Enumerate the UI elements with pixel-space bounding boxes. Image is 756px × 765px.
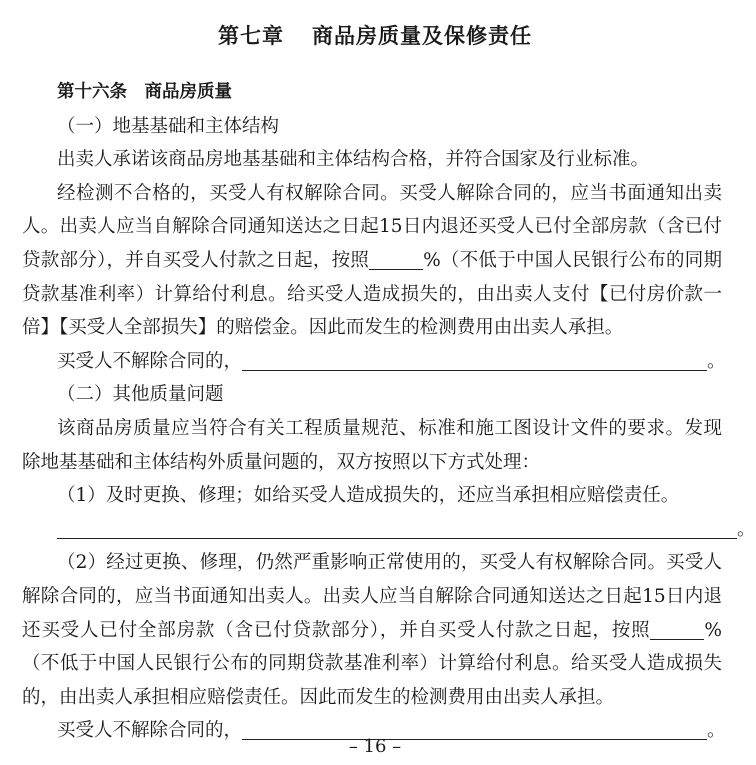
text-segment: 除地基基础和主体结构外质量问题的，双方按照以下方式处理： [22,451,541,473]
text-line [22,546,722,580]
text-segment: 还买受人已付全部房款（含已付贷款部分），并自买受人付款之日起，按照 [22,619,651,641]
text-line [22,378,722,412]
chapter-name: 商品房质量及保修责任 [312,24,532,48]
text-line [22,278,722,312]
text-line [22,614,722,648]
text-line [22,76,722,110]
text-segment: 第十六条 商品房质量 [57,82,232,102]
text-line [22,513,756,547]
text-segment: 贷款部分），并自买受人付款之日起，按照 [22,249,370,271]
fill-in-blank[interactable] [650,619,704,640]
text-segment: 买受人不解除合同的， [57,720,243,742]
fill-in-blank[interactable] [242,350,707,371]
text-line [22,647,722,681]
text-segment: （2）经过更换、修理，仍然严重影响正常使用的，买受人有权解除合同。买受人 [57,552,722,574]
text-segment: 该商品房质量应当符合有关工程质量规范、标准和施工图设计文件的要求。发现 [57,417,722,439]
text-segment: 。 [707,720,726,742]
text-line [22,143,722,177]
text-segment: 解除合同的，应当书面通知出卖人。出卖人应当自解除合同通知送达之日起15日内退 [22,585,722,607]
text-segment: % [704,619,722,641]
text-segment: 。 [737,518,756,540]
fill-in-blank[interactable] [57,518,737,539]
text-line [22,681,722,715]
text-line [22,412,722,446]
fill-in-blank[interactable] [369,249,423,270]
text-line [22,210,722,244]
text-line [22,244,722,278]
page-number: – 16 – [348,736,402,757]
text-segment: （二）其他质量问题 [57,384,224,406]
text-line [22,345,726,379]
text-line [22,479,722,513]
text-segment: 倍】【买受人全部损失】的赔偿金。因此而发生的检测费用由出卖人承担。 [22,317,624,339]
text-segment: （一）地基基础和主体结构 [57,115,280,137]
text-line [22,311,722,345]
chapter-number: 第七章 [218,24,284,48]
text-segment: 出卖人承诺该商品房地基基础和主体结构合格，并符合国家及行业标准。 [57,149,650,171]
text-segment: 人。出卖人应当自解除合同通知送达之日起15日内退还买受人已付全部房款（含已付 [22,216,722,238]
text-line [22,446,722,480]
text-segment: （不低于中国人民银行公布的同期贷款基准利率）计算给付利息。给买受人造成损失 [22,653,722,675]
text-line [22,177,722,211]
text-line [22,580,722,614]
text-segment: %（不低于中国人民银行公布的同期 [423,249,722,271]
text-segment: （1）及时更换、修理；如给买受人造成损失的，还应当承担相应赔偿责任。 [57,485,680,507]
text-segment: 买受人不解除合同的， [57,350,243,372]
text-line [22,110,722,144]
text-segment: 的，由出卖人承担相应赔偿责任。因此而发生的检测费用由出卖人承担。 [22,686,615,708]
text-segment: 。 [707,350,726,372]
text-segment: 经检测不合格的，买受人有权解除合同。买受人解除合同的，应当书面通知出卖 [57,182,722,204]
document-body [22,76,756,748]
text-segment: 贷款基准利率）计算给付利息。给买受人造成损失的，由出卖人支付【已付房价款一 [22,283,722,305]
chapter-title [0,20,750,50]
